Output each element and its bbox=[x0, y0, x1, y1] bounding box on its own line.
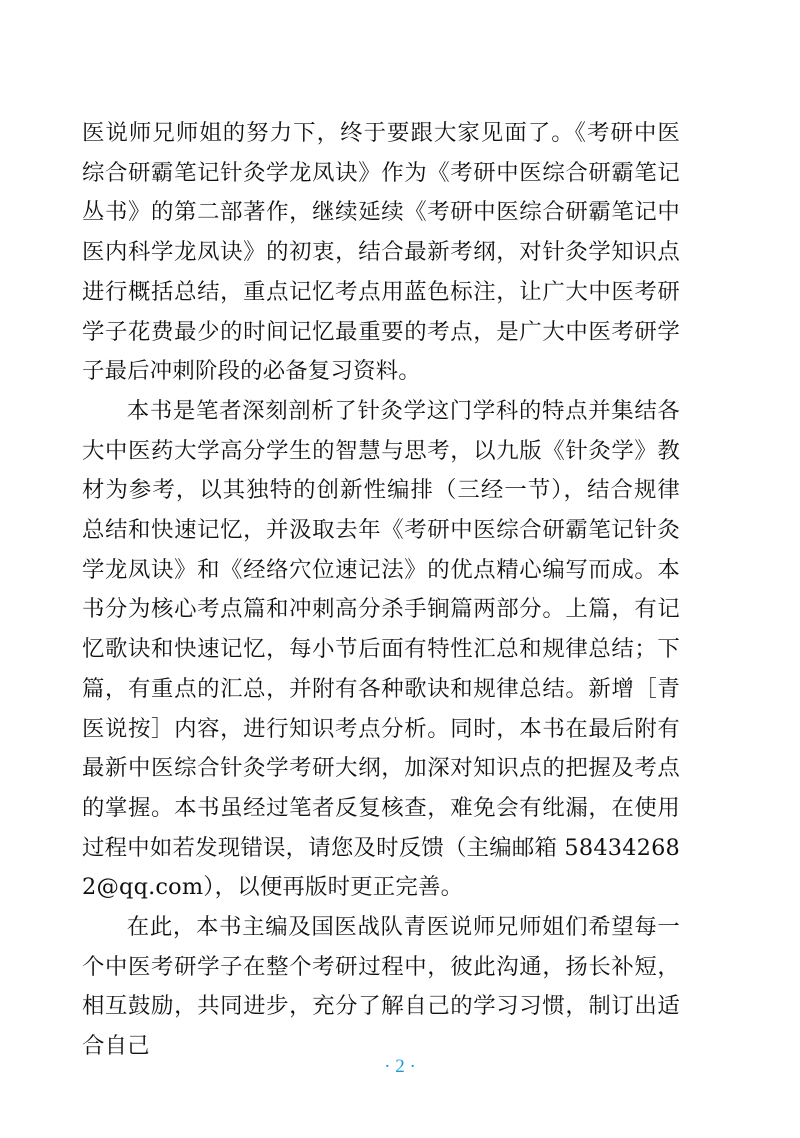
paragraph-book-description: 本书是笔者深刻剖析了针灸学这门学科的特点并集结各大中医药大学高分学生的智慧与思考，以九版《针灸学》教材为参考，以其独特的创新性编排（三经一节），结合规律总结和快速记忆，并汲取去年《考研中医综合研霸笔记针灸学龙凤诀》和《经络穴位速记法》的优点精心编写而成。本书分为核心考点篇和冲刺高分杀手锏篇两部分。上篇，有记忆歌诀和快速记忆，每小节后面有特性汇总和规律总结；下篇，有重点的汇总，并附有各种歌诀和规律总结。新增［青医说按］内容，进行知识考点分析。同时，本书在最后附有最新中医综合针灸学考研大纲，加深对知识点的把握及考点的掌握。本书虽经过笔者反复核查，难免会有纰漏，在使用过程中如若发现错误，请您及时反馈（主编邮箱 584342682@qq.com），以便再版时更正完善。 bbox=[82, 397, 680, 901]
paragraph-continued-intro: 医说师兄师姐的努力下，终于要跟大家见面了。《考研中医综合研霸笔记针灸学龙凤诀》作为《考研中医综合研霸笔记丛书》的第二部著作，继续延续《考研中医综合研霸笔记中医内科学龙凤诀》的初衷，结合最新考纲，对针灸学知识点进行概括总结，重点记忆考点用蓝色标注，让广大中医考研学子花费最少的时间记忆最重要的考点，是广大中医考研学子最后冲刺阶段的必备复习资料。 bbox=[82, 120, 680, 385]
page-number: · 2 · bbox=[384, 1056, 416, 1077]
body-text bbox=[82, 114, 680, 1067]
paragraph-closing-wishes: 在此，本书主编及国医战队青医说师兄师姐们希望每一个中医考研学子在整个考研过程中，彼此沟通，扬长补短，相互鼓励，共同进步，充分了解自己的学习习惯，制订出适合自己 bbox=[82, 914, 680, 1060]
